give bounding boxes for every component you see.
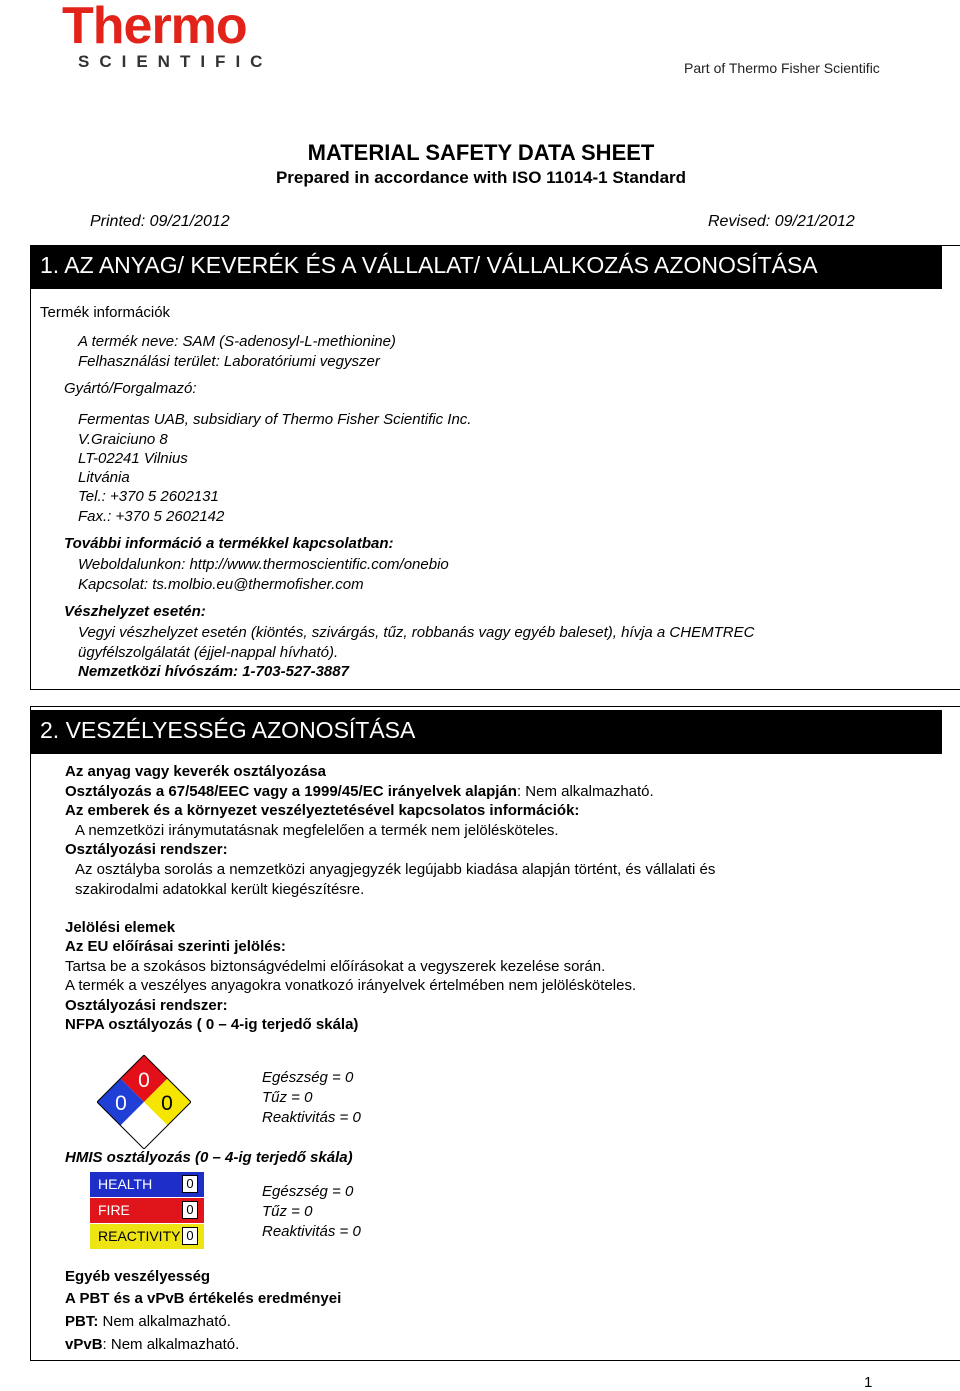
document-title: MATERIAL SAFETY DATA SHEET (307, 140, 655, 165)
hmis-health-label: HEALTH (98, 1176, 153, 1192)
emergency-label: Vészhelyzet esetén: (64, 603, 206, 620)
intl-phone: Nemzetközi hívószám: 1-703-527-3887 (78, 663, 349, 680)
address-line: V.Graiciuno 8 (78, 431, 168, 448)
nfpa-fire-value: 0 (138, 1069, 150, 1092)
other-hazards-heading: Egyéb veszélyesség (65, 1268, 211, 1285)
hazard-info-value: A nemzetközi iránymutatásnak megfelelően a termék nem jelölésköteles. (75, 822, 559, 839)
nfpa-reactivity-value: 0 (161, 1092, 173, 1115)
pbt-value: Nem alkalmazható. (98, 1313, 231, 1330)
usage-line (78, 353, 380, 370)
section2-heading: 2. VESZÉLYESSÉG AZONOSÍTÁSA (40, 717, 416, 743)
usage-label: Felhasználási terület: (78, 353, 224, 370)
nfpa-label: NFPA osztályozás ( 0 – 4-ig terjedő skála) (65, 1016, 359, 1033)
section1-header (30, 245, 942, 289)
nfpa-legend-fire: Tűz = 0 (262, 1089, 313, 1106)
classification-heading: Az anyag vagy keverék osztályozása (65, 763, 326, 780)
pbt-line (65, 1313, 231, 1330)
hmis-health-value: 0 (182, 1175, 198, 1193)
nfpa-health-value: 0 (115, 1092, 127, 1115)
hmis-legend-reactivity: Reaktivitás = 0 (262, 1223, 361, 1240)
vpvb-value: : Nem alkalmazható. (102, 1336, 240, 1353)
more-info-label: További információ a termékkel kapcsolatban: (64, 535, 394, 552)
emergency-text-2: ügyfélszolgálatát (éjjel-nappal hívható). (78, 644, 339, 661)
usage-value: Laboratóriumi vegyszer (223, 353, 380, 370)
section2-header (30, 710, 942, 754)
system-label: Osztályozási rendszer: (65, 841, 228, 858)
document-subtitle: Prepared in accordance with ISO 11014-1 Standard (275, 168, 687, 187)
eu-line-2: A termék a veszélyes anyagokra vonatkozó irányelvek értelmében nem jelölésköteles. (65, 977, 637, 994)
hmis-legend-fire: Tűz = 0 (262, 1203, 313, 1220)
nfpa-legend-health: Egészség = 0 (262, 1069, 354, 1086)
system-line-2: szakirodalmi adatokkal került kiegészítésre. (75, 881, 365, 898)
hmis-fire-row (90, 1198, 204, 1223)
classification-value: : Nem alkalmazható. (516, 783, 654, 800)
hazard-info-label: Az emberek és a környezet veszélyeztetésével kapcsolatos információk: (65, 802, 580, 819)
pbt-heading: A PBT és a vPvB értékelés eredményei (65, 1290, 342, 1307)
label-elements-heading: Jelölési elemek (65, 919, 176, 936)
phone-line: Tel.: +370 5 2602131 (78, 488, 219, 505)
address-line: LT-02241 Vilnius (78, 450, 188, 467)
manufacturer-label: Gyártó/Forgalmazó: (64, 380, 197, 397)
thermo-logo-subtitle: SCIENTIFIC (78, 52, 273, 71)
nfpa-diamond-icon (97, 1055, 191, 1149)
hmis-label-icon (90, 1172, 204, 1250)
hmis-legend-health: Egészség = 0 (262, 1183, 354, 1200)
hmis-reactivity-label: REACTIVITY (98, 1228, 181, 1244)
pbt-label: PBT: (65, 1313, 99, 1330)
hmis-fire-label: FIRE (98, 1202, 130, 1218)
eu-label: Az EU előírásai szerinti jelölés: (65, 938, 286, 955)
hmis-health-row (90, 1172, 204, 1197)
section1-heading: 1. AZ ANYAG/ KEVERÉK ÉS A VÁLLALAT/ VÁLLALKOZÁS AZONOSÍTÁSA (40, 252, 818, 278)
emergency-text-1: Vegyi vészhelyzet esetén (kiöntés, szivárgás, tűz, robbanás vagy egyéb baleset), hívja a CHEMTREC (78, 624, 755, 641)
page-number: 1 (864, 1374, 873, 1391)
thermo-logo-wordmark: Thermo (62, 0, 247, 55)
system-label-2: Osztályozási rendszer: (65, 997, 228, 1014)
fax-line: Fax.: +370 5 2602142 (78, 508, 225, 525)
eu-line-1: Tartsa be a szokásos biztonságvédelmi előírásokat a vegyszerek kezelése során. (65, 958, 606, 975)
hmis-reactivity-row (90, 1224, 204, 1249)
printed-date: Printed: 09/21/2012 (90, 213, 230, 230)
part-of-text: Part of Thermo Fisher Scientific (684, 60, 880, 76)
hmis-fire-value: 0 (182, 1201, 198, 1219)
address-line: Fermentas UAB, subsidiary of Thermo Fisher Scientific Inc. (78, 411, 472, 428)
vpvb-label: vPvB (65, 1336, 103, 1353)
hmis-label: HMIS osztályozás (0 – 4-ig terjedő skála) (65, 1149, 353, 1166)
contact-email[interactable]: Kapcsolat: ts.molbio.eu@thermofisher.com (78, 576, 364, 593)
system-line-1: Az osztályba sorolás a nemzetközi anyagjegyzék legújabb kiadása alapján történt, és vállalati és (75, 861, 716, 878)
revised-date: Revised: 09/21/2012 (708, 213, 855, 230)
hmis-reactivity-value: 0 (182, 1227, 198, 1245)
website-link[interactable]: Weboldalunkon: http://www.thermoscientific.com/onebio (78, 556, 449, 573)
address-line: Litvánia (78, 469, 130, 486)
product-info-heading: Termék információk (40, 304, 171, 321)
classification-directive: Osztályozás a 67/548/EEC vagy a 1999/45/EC irányelvek alapján (65, 783, 517, 800)
nfpa-legend-reactivity: Reaktivitás = 0 (262, 1109, 361, 1126)
product-name: A termék neve: SAM (S-adenosyl-L-methionine) (78, 333, 396, 350)
classification-line (65, 783, 654, 800)
vpvb-line (65, 1336, 239, 1353)
